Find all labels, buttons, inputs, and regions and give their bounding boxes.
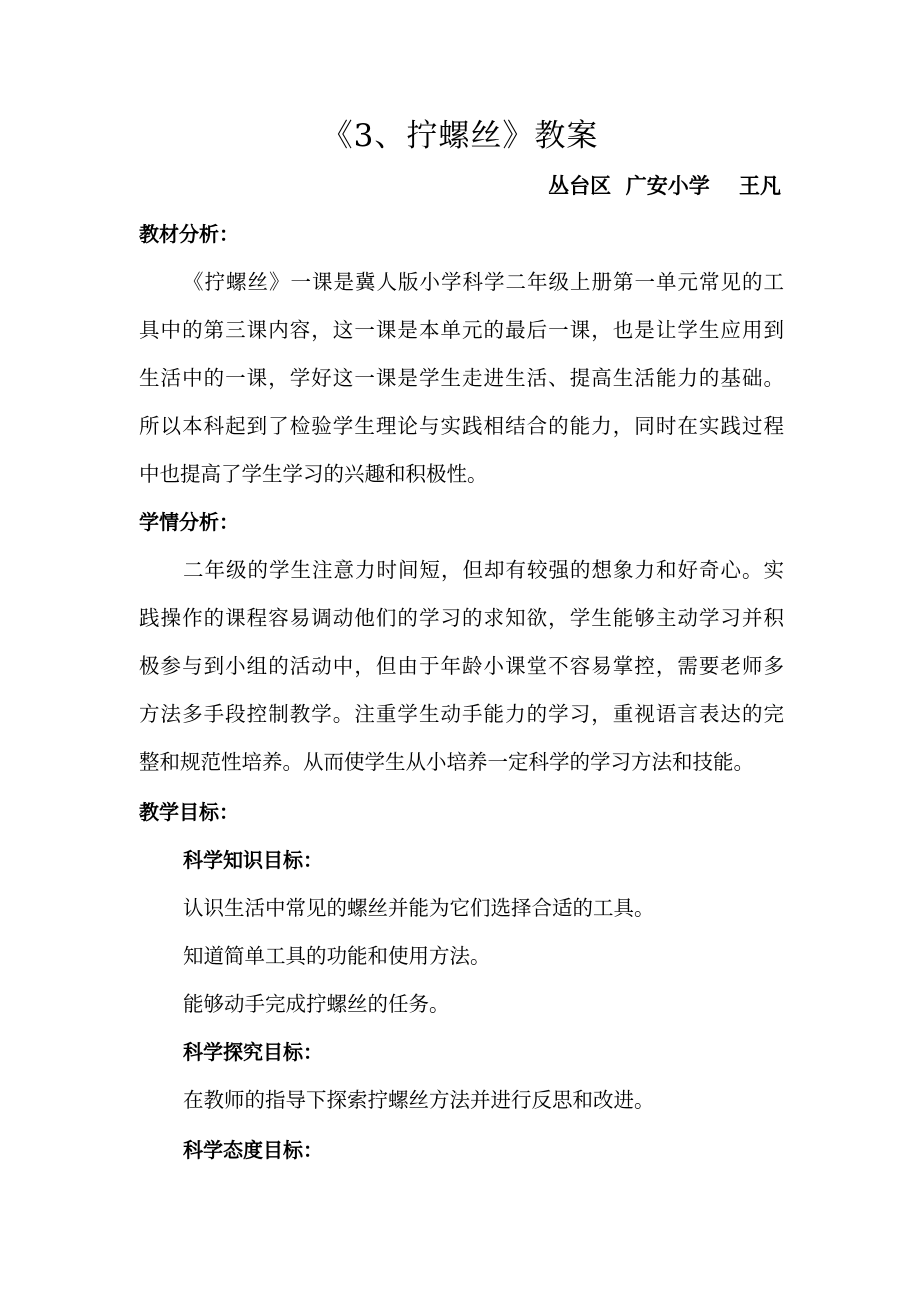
inquiry-goals-heading: 科学探究目标： (183, 1040, 323, 1064)
student-analysis-line: 整和规范性培养。从而使学生从小培养一定科学的学习方法和技能。 (139, 750, 754, 774)
knowledge-goal-item: 能够动手完成拧螺丝的任务。 (183, 992, 450, 1016)
student-analysis-heading: 学情分析： (139, 510, 239, 534)
student-analysis-line: 践操作的课程容易调动他们的学习的求知欲，学生能够主动学习并积 (139, 606, 784, 630)
knowledge-goal-item: 认识生活中常见的螺丝并能为它们选择合适的工具。 (183, 896, 655, 920)
attitude-goals-heading: 科学态度目标： (183, 1138, 323, 1162)
material-analysis-line: 所以本科起到了检验学生理论与实践相结合的能力，同时在实践过程 (139, 414, 784, 438)
knowledge-goals-heading: 科学知识目标： (183, 848, 323, 872)
document-title: 《3、拧螺丝》教案 (321, 118, 599, 154)
material-analysis-heading: 教材分析： (139, 222, 239, 246)
material-analysis-line: 《拧螺丝》一课是冀人版小学科学二年级上册第一单元常见的工 (183, 270, 784, 294)
student-analysis-line: 方法多手段控制教学。注重学生动手能力的学习，重视语言表达的完 (139, 702, 784, 726)
knowledge-goal-item: 知道简单工具的功能和使用方法。 (183, 944, 491, 968)
student-analysis-line: 极参与到小组的活动中，但由于年龄小课堂不容易掌控，需要老师多 (139, 654, 784, 678)
material-analysis-line: 生活中的一课，学好这一课是学生走进生活、提高生活能力的基础。 (139, 366, 784, 390)
inquiry-goal-item: 在教师的指导下探索拧螺丝方法并进行反思和改进。 (183, 1088, 655, 1112)
document-author: 丛台区 广安小学 王凡 (548, 174, 781, 198)
teaching-goals-heading: 教学目标： (139, 800, 239, 824)
material-analysis-line: 中也提高了学生学习的兴趣和积极性。 (139, 462, 488, 486)
student-analysis-line: 二年级的学生注意力时间短，但却有较强的想象力和好奇心。实 (183, 558, 784, 582)
material-analysis-line: 具中的第三课内容，这一课是本单元的最后一课，也是让学生应用到 (139, 318, 784, 342)
